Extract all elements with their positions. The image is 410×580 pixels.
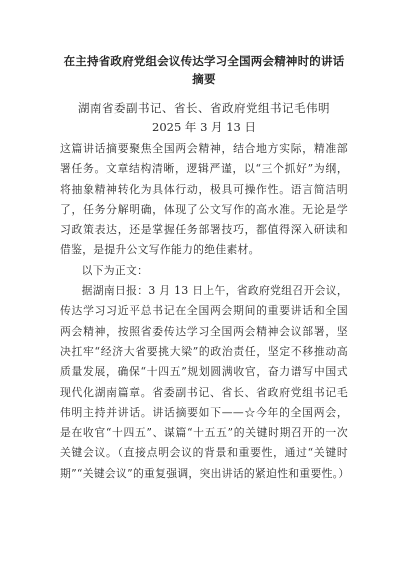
- intro-line: 以下为正文：: [81, 263, 149, 277]
- summary-paragraph: 这篇讲话摘要聚焦全国两会精神，结合地方实际，精准部署任务。文章结构清晰，逻辑严谨，以“三个抓好”为纲，将抽象精神转化为具体行动，极具可操作性。语言简洁明了，任务分解明确，体现了公文写作的高水准。无论是学习政策表达，还是掌握任务部署技巧，都值得深入研读和借鉴，是提升公文写作能力的绝佳素材。: [60, 142, 348, 257]
- author-line: 湖南省委副书记、省长、省政府党组书记毛伟明: [78, 101, 330, 115]
- document-title: 在主持省政府党组会议传达学习全国两会精神时的讲话摘要: [63, 54, 345, 86]
- body-paragraph: 据湖南日报：3 月 13 日上午，省政府党组召开会议，传达学习习近平总书记在全国两会期间的重要讲话和全国两会精神，按照省委传达学习全国两会精神会议部署，坚决扛牢“经济大省要挑大梁”的政治责任，坚定不移推动高质量发展，确保“十四五”规划圆满收官，奋力谱写中国式现代化湖南篇章。省委副书记、省长、省政府党组书记毛伟明主持并讲话。讲话摘要如下——☆今年的全国两会，是在收官“十四五”、谋篇“十五五”的关键时期召开的一次关键会议。（直接点明会议的背景和重要性，通过“关键时期”“关键会议”的重复强调，突出讲话的紧迫性和重要性。）: [60, 284, 350, 480]
- date-line: 2025 年 3 月 13 日: [152, 120, 256, 134]
